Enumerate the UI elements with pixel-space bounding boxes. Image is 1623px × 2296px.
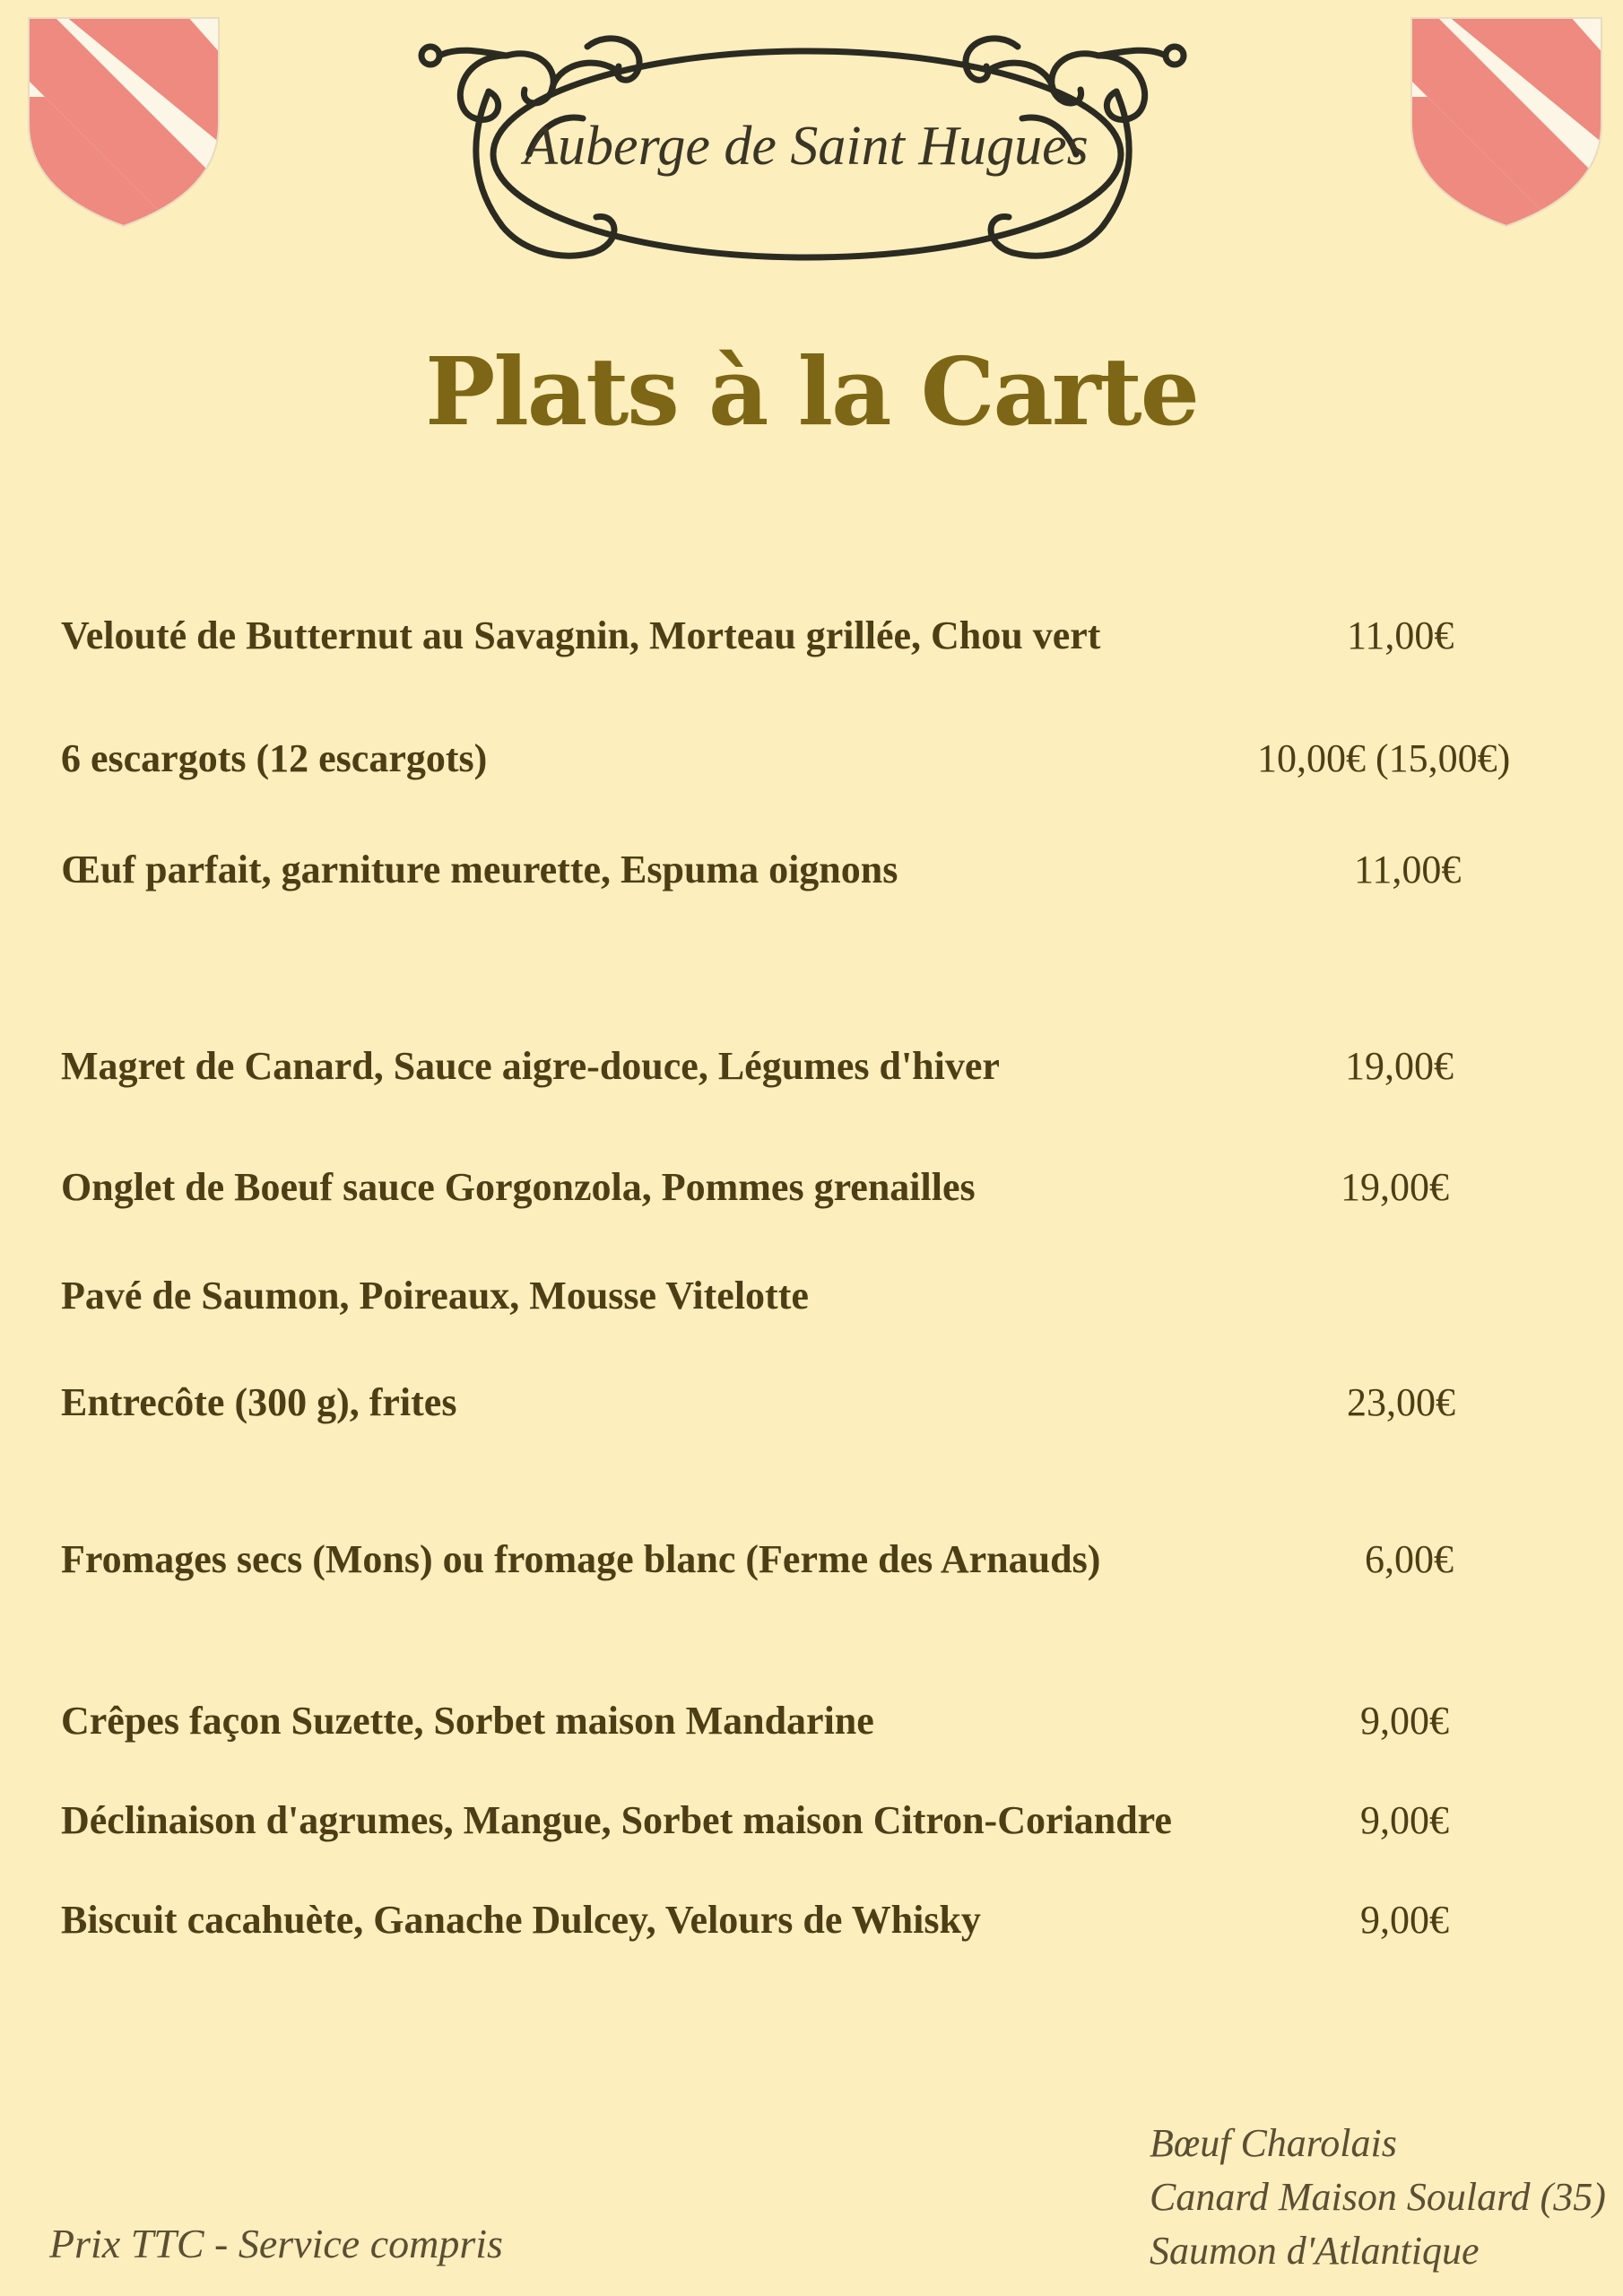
restaurant-name: Auberge de Saint Hugues [524,116,1089,177]
dish-price: 11,00€ [1347,613,1454,657]
dish-name: Onglet de Boeuf sauce Gorgonzola, Pommes grenailles [61,1165,976,1209]
dish-name: Fromages secs (Mons) ou fromage blanc (Ferme des Arnauds) [61,1537,1101,1581]
dish-price: 19,00€ [1341,1165,1449,1209]
origin-line: Bœuf Charolais [1150,2121,1397,2165]
dish-price: 23,00€ [1347,1380,1455,1424]
dish-name: Pavé de Saumon, Poireaux, Mousse Vitelotte [61,1274,809,1318]
dish-name: Biscuit cacahuète, Ganache Dulcey, Velours de Whisky [61,1898,981,1942]
page-title: Plats à la Carte [425,336,1198,447]
coat-of-arms-right [1410,16,1603,228]
origin-line: Saumon d'Atlantique [1150,2229,1480,2273]
dish-price: 9,00€ [1360,1798,1449,1842]
dish-name: Déclinaison d'agrumes, Mangue, Sorbet maison Citron-Coriandre [61,1798,1172,1842]
dish-name: Magret de Canard, Sauce aigre-douce, Légumes d'hiver [61,1044,1000,1088]
coat-of-arms-left [27,16,221,228]
dish-name: 6 escargots (12 escargots) [61,736,488,780]
origin-line: Canard Maison Soulard (35) [1150,2175,1606,2219]
dish-price: 10,00€ (15,00€) [1257,736,1511,780]
dish-name: Œuf parfait, garniture meurette, Espuma oignons [61,848,898,891]
dish-name: Velouté de Butternut au Savagnin, Morteau grillée, Chou vert [61,613,1101,657]
dish-name: Entrecôte (300 g), frites [61,1380,457,1424]
dish-price: 9,00€ [1360,1699,1449,1743]
dish-price: 9,00€ [1360,1898,1449,1942]
dish-price: 19,00€ [1345,1044,1454,1088]
product-origins [1150,2117,1606,2278]
price-note: Prix TTC - Service compris [49,2221,503,2266]
dish-price: 11,00€ [1354,848,1462,891]
dish-price: 6,00€ [1365,1537,1454,1581]
dish-name: Crêpes façon Suzette, Sorbet maison Mandarine [61,1699,874,1743]
